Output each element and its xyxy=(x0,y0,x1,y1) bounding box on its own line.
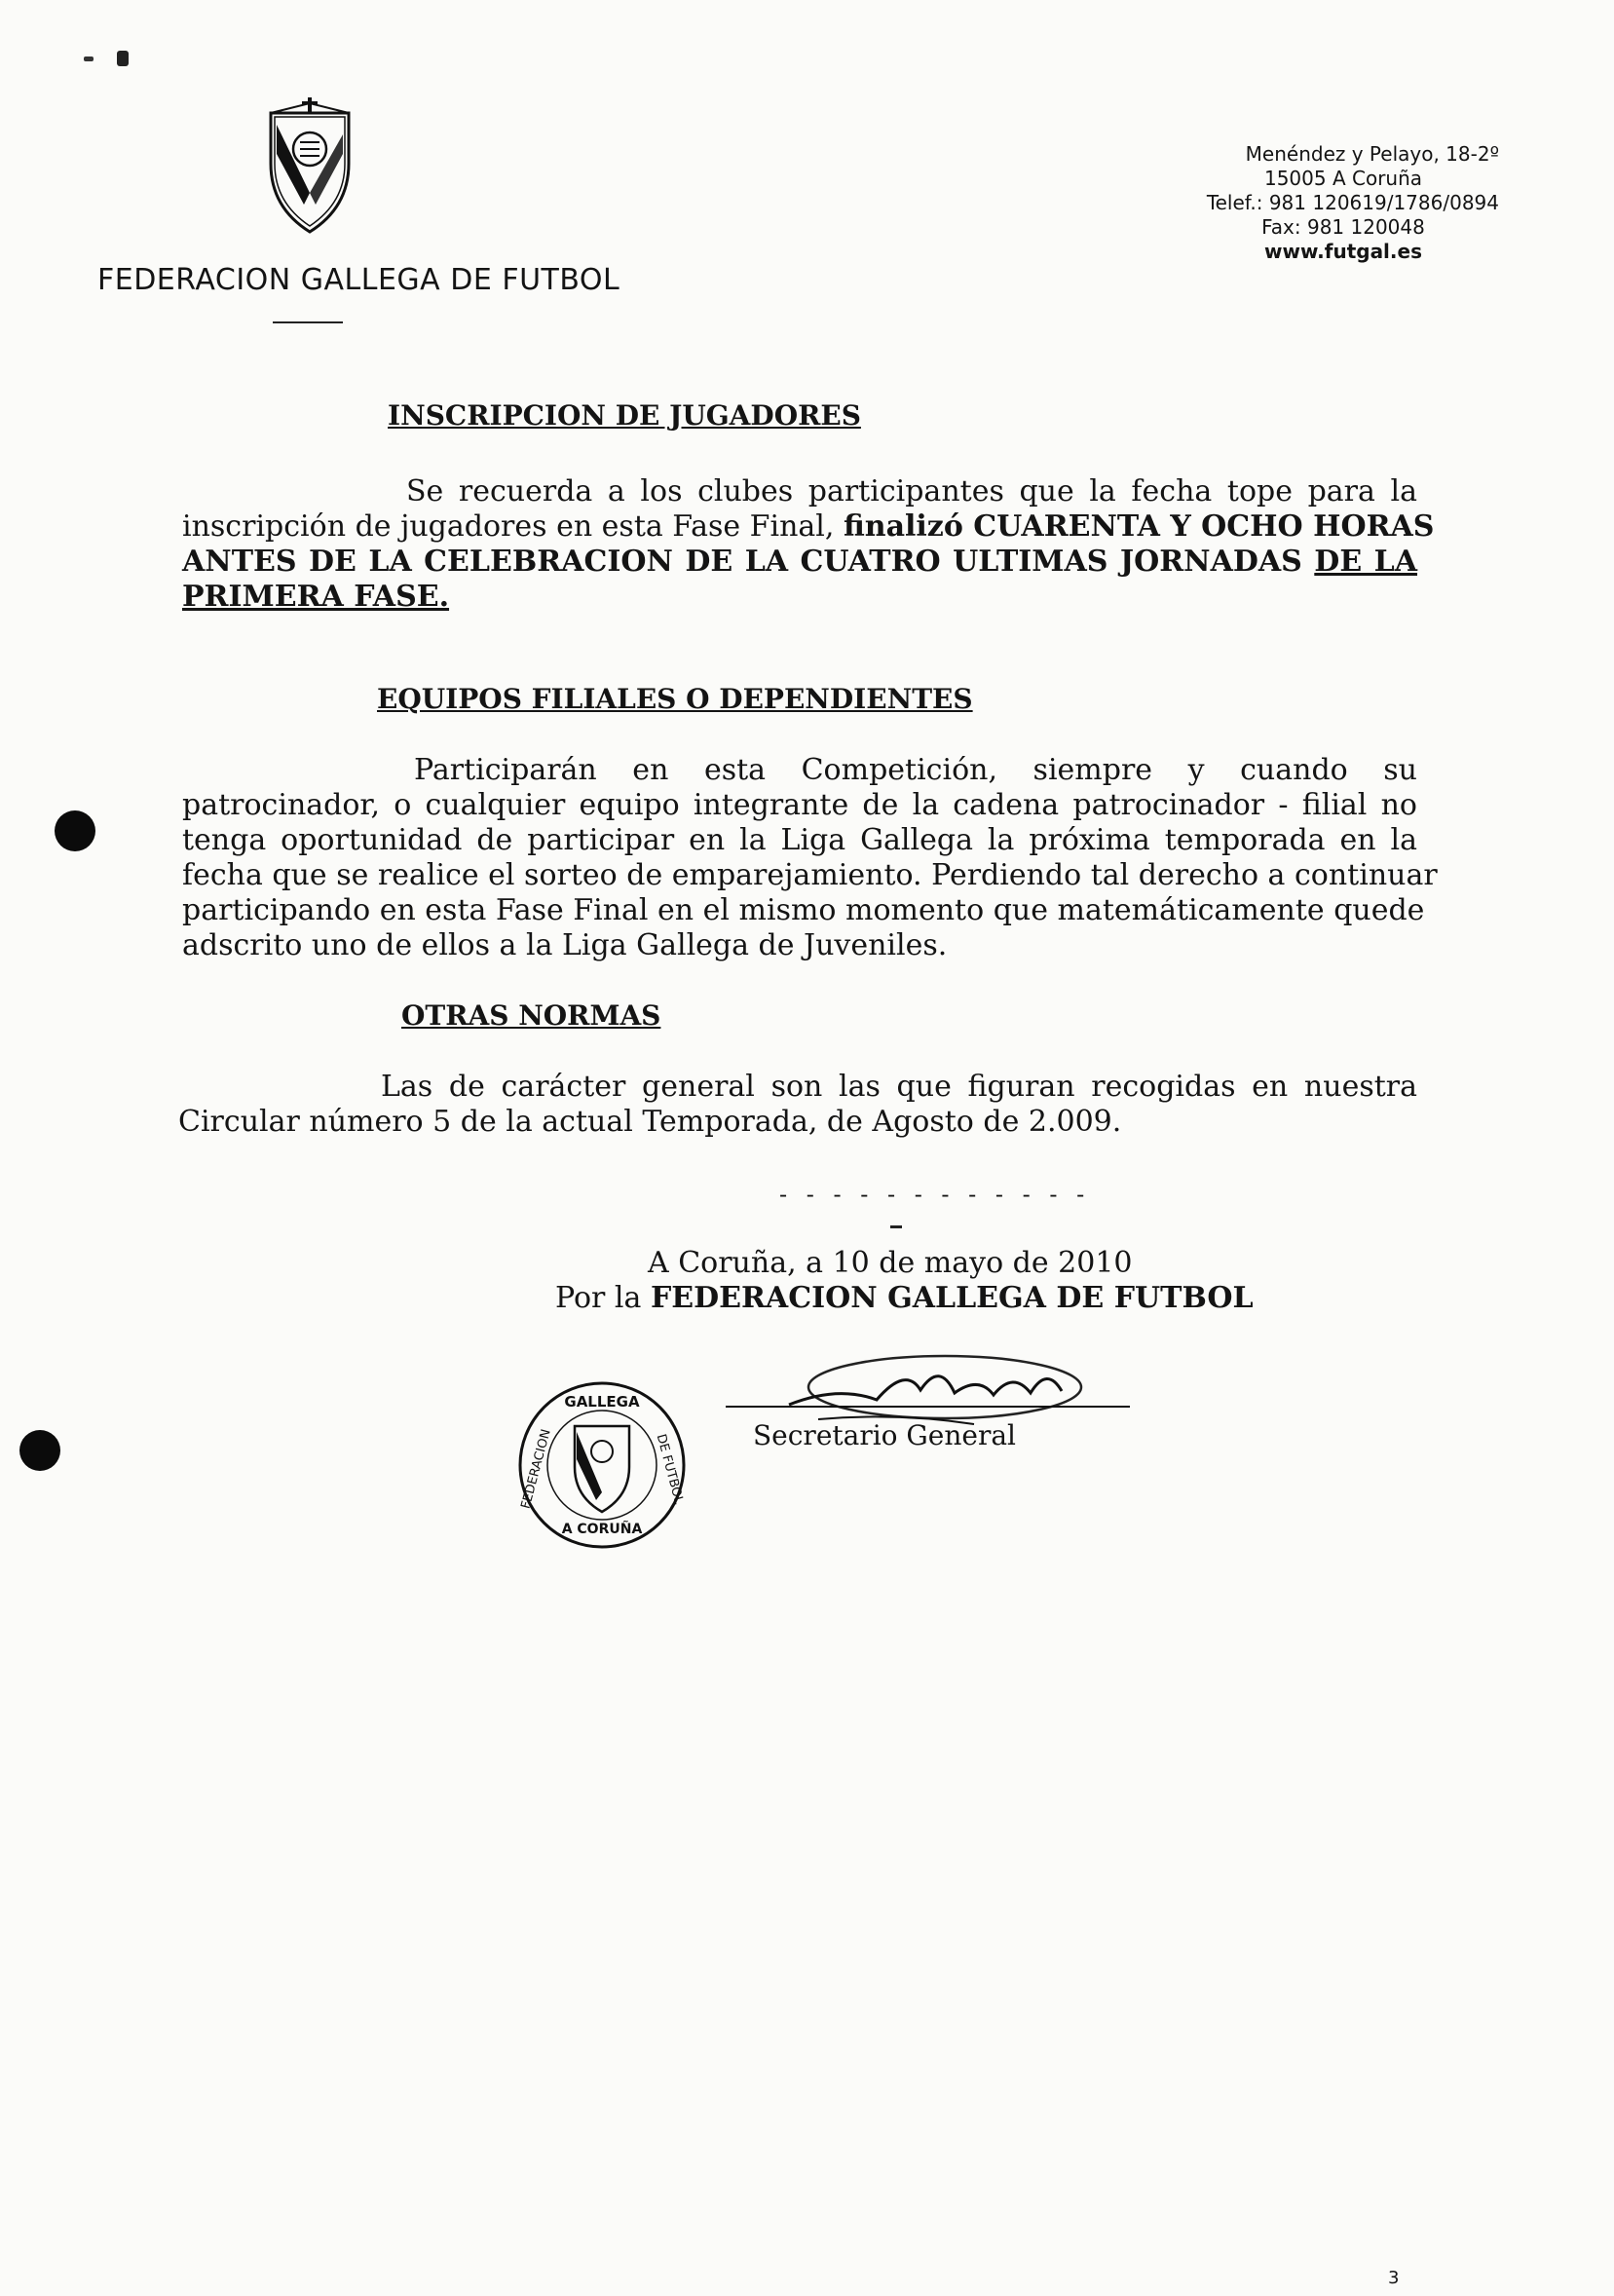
stamp-text-top: GALLEGA xyxy=(564,1393,640,1411)
paragraph-line: fecha que se realice el sorteo de emparejamiento. Perdiendo tal derecho a continuar xyxy=(182,858,1438,892)
text-run-bold: finalizó CUARENTA Y OCHO HORAS xyxy=(843,509,1435,544)
address-block xyxy=(993,142,1499,264)
separator-mark xyxy=(890,1225,902,1228)
paragraph-line: participando en esta Fase Final en el mismo momento que matemáticamente quede xyxy=(182,893,1425,927)
paragraph-line: Las de carácter general son las que figuran recogidas en nuestra xyxy=(381,1070,1417,1104)
section-body-otras-normas xyxy=(178,1070,1417,1140)
text-run: inscripción de jugadores en esta Fase Final, xyxy=(182,509,835,544)
signed-by-org: FEDERACION GALLEGA DE FUTBOL xyxy=(650,1281,1254,1315)
federation-shield-logo xyxy=(265,95,355,237)
divider xyxy=(273,321,343,323)
address-street: Menéndez y Pelayo, 18-2º xyxy=(1245,142,1499,166)
paragraph-line: patrocinador, o cualquier equipo integrante de la cadena patrocinador - filial no xyxy=(182,788,1417,822)
scan-mark xyxy=(84,56,94,61)
stamp-text-right: DE FUTBOL xyxy=(653,1432,687,1506)
stamp-text-bottom: A CORUÑA xyxy=(561,1522,643,1537)
section-body-equipos xyxy=(182,753,1438,963)
section-heading-otras-normas: OTRAS NORMAS xyxy=(401,999,661,1032)
phone-number: Telef.: 981 120619/1786/0894 xyxy=(1206,191,1499,214)
text-run-bold: ANTES DE LA CELEBRACION DE LA CUATRO ULTIMAS JORNADAS xyxy=(182,545,1302,579)
paragraph-line: Se recuerda a los clubes participantes que la fecha tope para la xyxy=(406,474,1417,508)
text-run-underlined: DE LA xyxy=(1314,545,1418,579)
dashed-separator: - - - - - - - - - - - - xyxy=(779,1181,1091,1208)
stamp-text-left: FEDERACION xyxy=(518,1427,554,1511)
binder-hole xyxy=(19,1430,60,1471)
section-body-inscripcion xyxy=(182,474,1435,615)
paragraph-line xyxy=(182,509,1435,545)
scan-mark xyxy=(117,51,129,66)
federation-name: FEDERACION GALLEGA DE FUTBOL xyxy=(97,263,620,297)
fax-number: Fax: 981 120048 xyxy=(1261,215,1425,239)
binder-hole xyxy=(55,810,95,851)
paragraph-line: adscrito uno de ellos a la Liga Gallega de Juveniles. xyxy=(182,928,948,962)
paragraph-line: PRIMERA FASE. xyxy=(182,580,450,614)
signed-by-prefix: Por la xyxy=(555,1281,642,1315)
paragraph-line: tenga oportunidad de participar en la Liga Gallega la próxima temporada en la xyxy=(182,823,1417,857)
paragraph-line xyxy=(182,545,1417,580)
section-heading-inscripcion: INSCRIPCION DE JUGADORES xyxy=(388,399,861,432)
official-stamp xyxy=(514,1377,690,1553)
paragraph-line: Participarán en esta Competición, siempre y cuando su xyxy=(414,753,1417,787)
address-city: 15005 A Coruña xyxy=(1263,167,1423,190)
paragraph-line: Circular número 5 de la actual Temporada, de Agosto de 2.009. xyxy=(178,1105,1122,1139)
place-date: A Coruña, a 10 de mayo de 2010 xyxy=(648,1246,1133,1280)
website-link[interactable]: www.futgal.es xyxy=(1264,240,1422,263)
signatory-title: Secretario General xyxy=(753,1419,1017,1451)
signed-by-line xyxy=(555,1281,1254,1316)
page-number: 3 xyxy=(1388,2268,1400,2288)
section-heading-equipos: EQUIPOS FILIALES O DEPENDIENTES xyxy=(377,683,973,715)
